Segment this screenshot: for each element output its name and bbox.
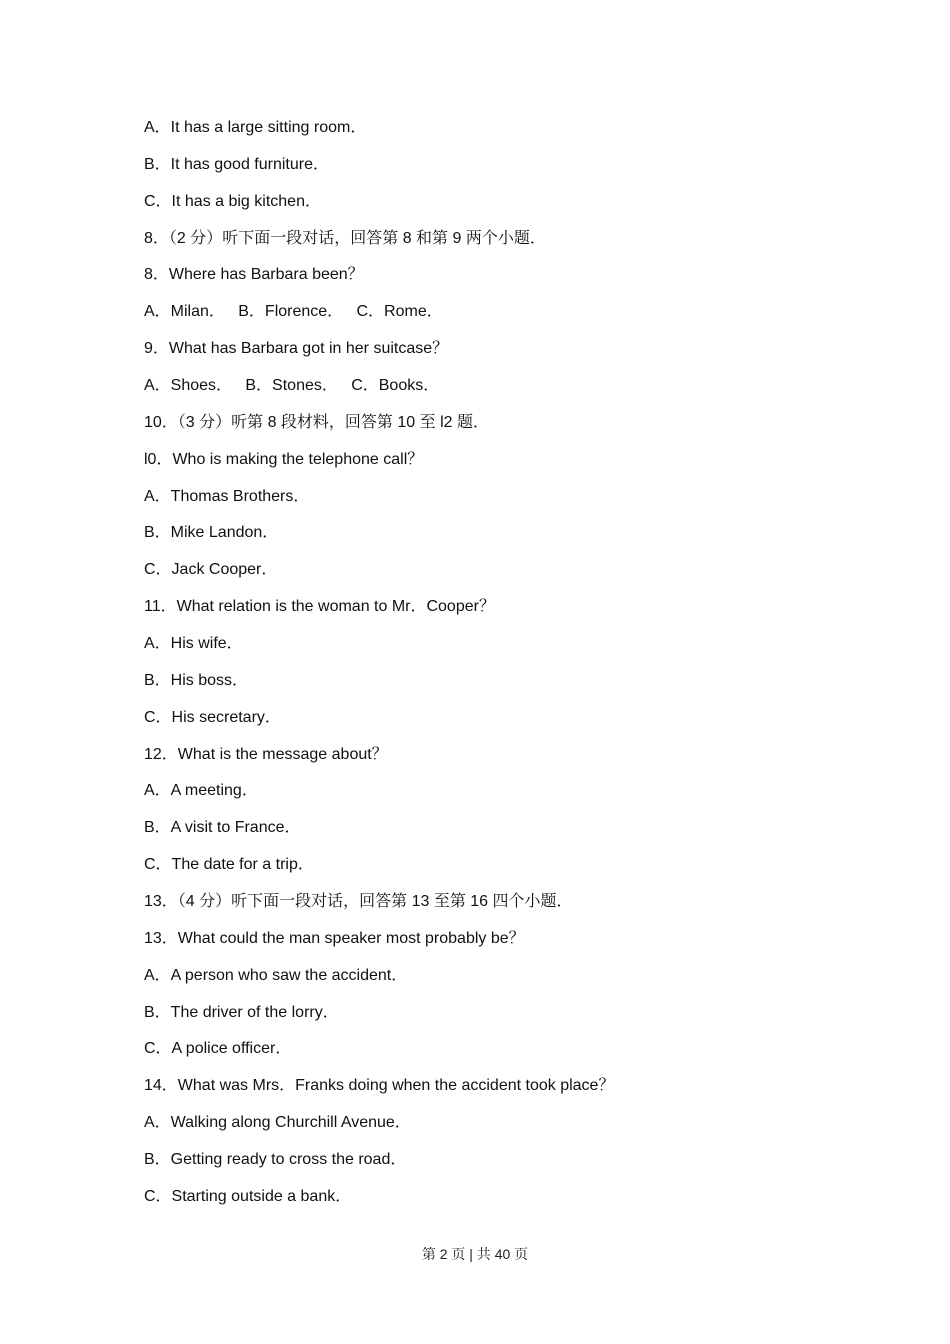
page-footer: 第 2 页 | 共 40 页 xyxy=(421,1246,529,1262)
text-line: B．The driver of the lorry． xyxy=(144,1003,339,1021)
text-line: 8．（2 分）听下面一段对话，回答第 8 和第 9 两个小题． xyxy=(144,229,546,247)
text-line: C．It has a big kitchen． xyxy=(144,192,321,210)
text-line: A．Walking along Churchill Avenue． xyxy=(144,1114,411,1132)
text-line: B．His boss． xyxy=(144,671,249,689)
text-line: 11．What relation is the woman to Mr．Cooper？ xyxy=(144,598,495,616)
text-line: B．Mike Landon． xyxy=(144,524,279,542)
text-line: l0．Who is making the telephone call？ xyxy=(144,450,424,468)
text-line: C．Starting outside a bank． xyxy=(144,1187,352,1205)
text-line: 13．（4 分）听下面一段对话，回答第 13 至第 16 四个小题． xyxy=(144,893,573,911)
text-line: 9．What has Barbara got in her suitcase？ xyxy=(144,340,449,358)
text-line: A．His wife． xyxy=(144,635,243,653)
text-line: 13．What could the man speaker most probably be？ xyxy=(144,929,525,947)
text-line: 12．What is the message about？ xyxy=(144,745,388,763)
text-line: A．A meeting． xyxy=(144,782,258,800)
text-line: A．Shoes． B．Stones． C．Books． xyxy=(144,377,440,395)
text-line: A．A person who saw the accident． xyxy=(144,966,408,984)
text-line: B．A visit to France． xyxy=(144,819,301,837)
text-line: A．Milan． B．Florence． C．Rome． xyxy=(144,303,443,321)
text-line: B．Getting ready to cross the road． xyxy=(144,1151,407,1169)
text-line: 8．Where has Barbara been？ xyxy=(144,266,364,284)
text-line: B．It has good furniture． xyxy=(144,155,329,173)
text-line: C．Jack Cooper． xyxy=(144,561,278,579)
text-line: A．It has a large sitting room． xyxy=(144,119,367,136)
text-line: C．The date for a trip． xyxy=(144,856,314,874)
text-line: C．A police officer． xyxy=(144,1040,292,1058)
text-line: C．His secretary． xyxy=(144,708,281,726)
text-line: 10．（3 分）听第 8 段材料，回答第 10 至 l2 题． xyxy=(144,413,489,431)
text-line: A．Thomas Brothers． xyxy=(144,487,310,505)
text-line: 14．What was Mrs．Franks doing when the accident took place？ xyxy=(144,1077,615,1095)
document-body xyxy=(144,110,844,1216)
